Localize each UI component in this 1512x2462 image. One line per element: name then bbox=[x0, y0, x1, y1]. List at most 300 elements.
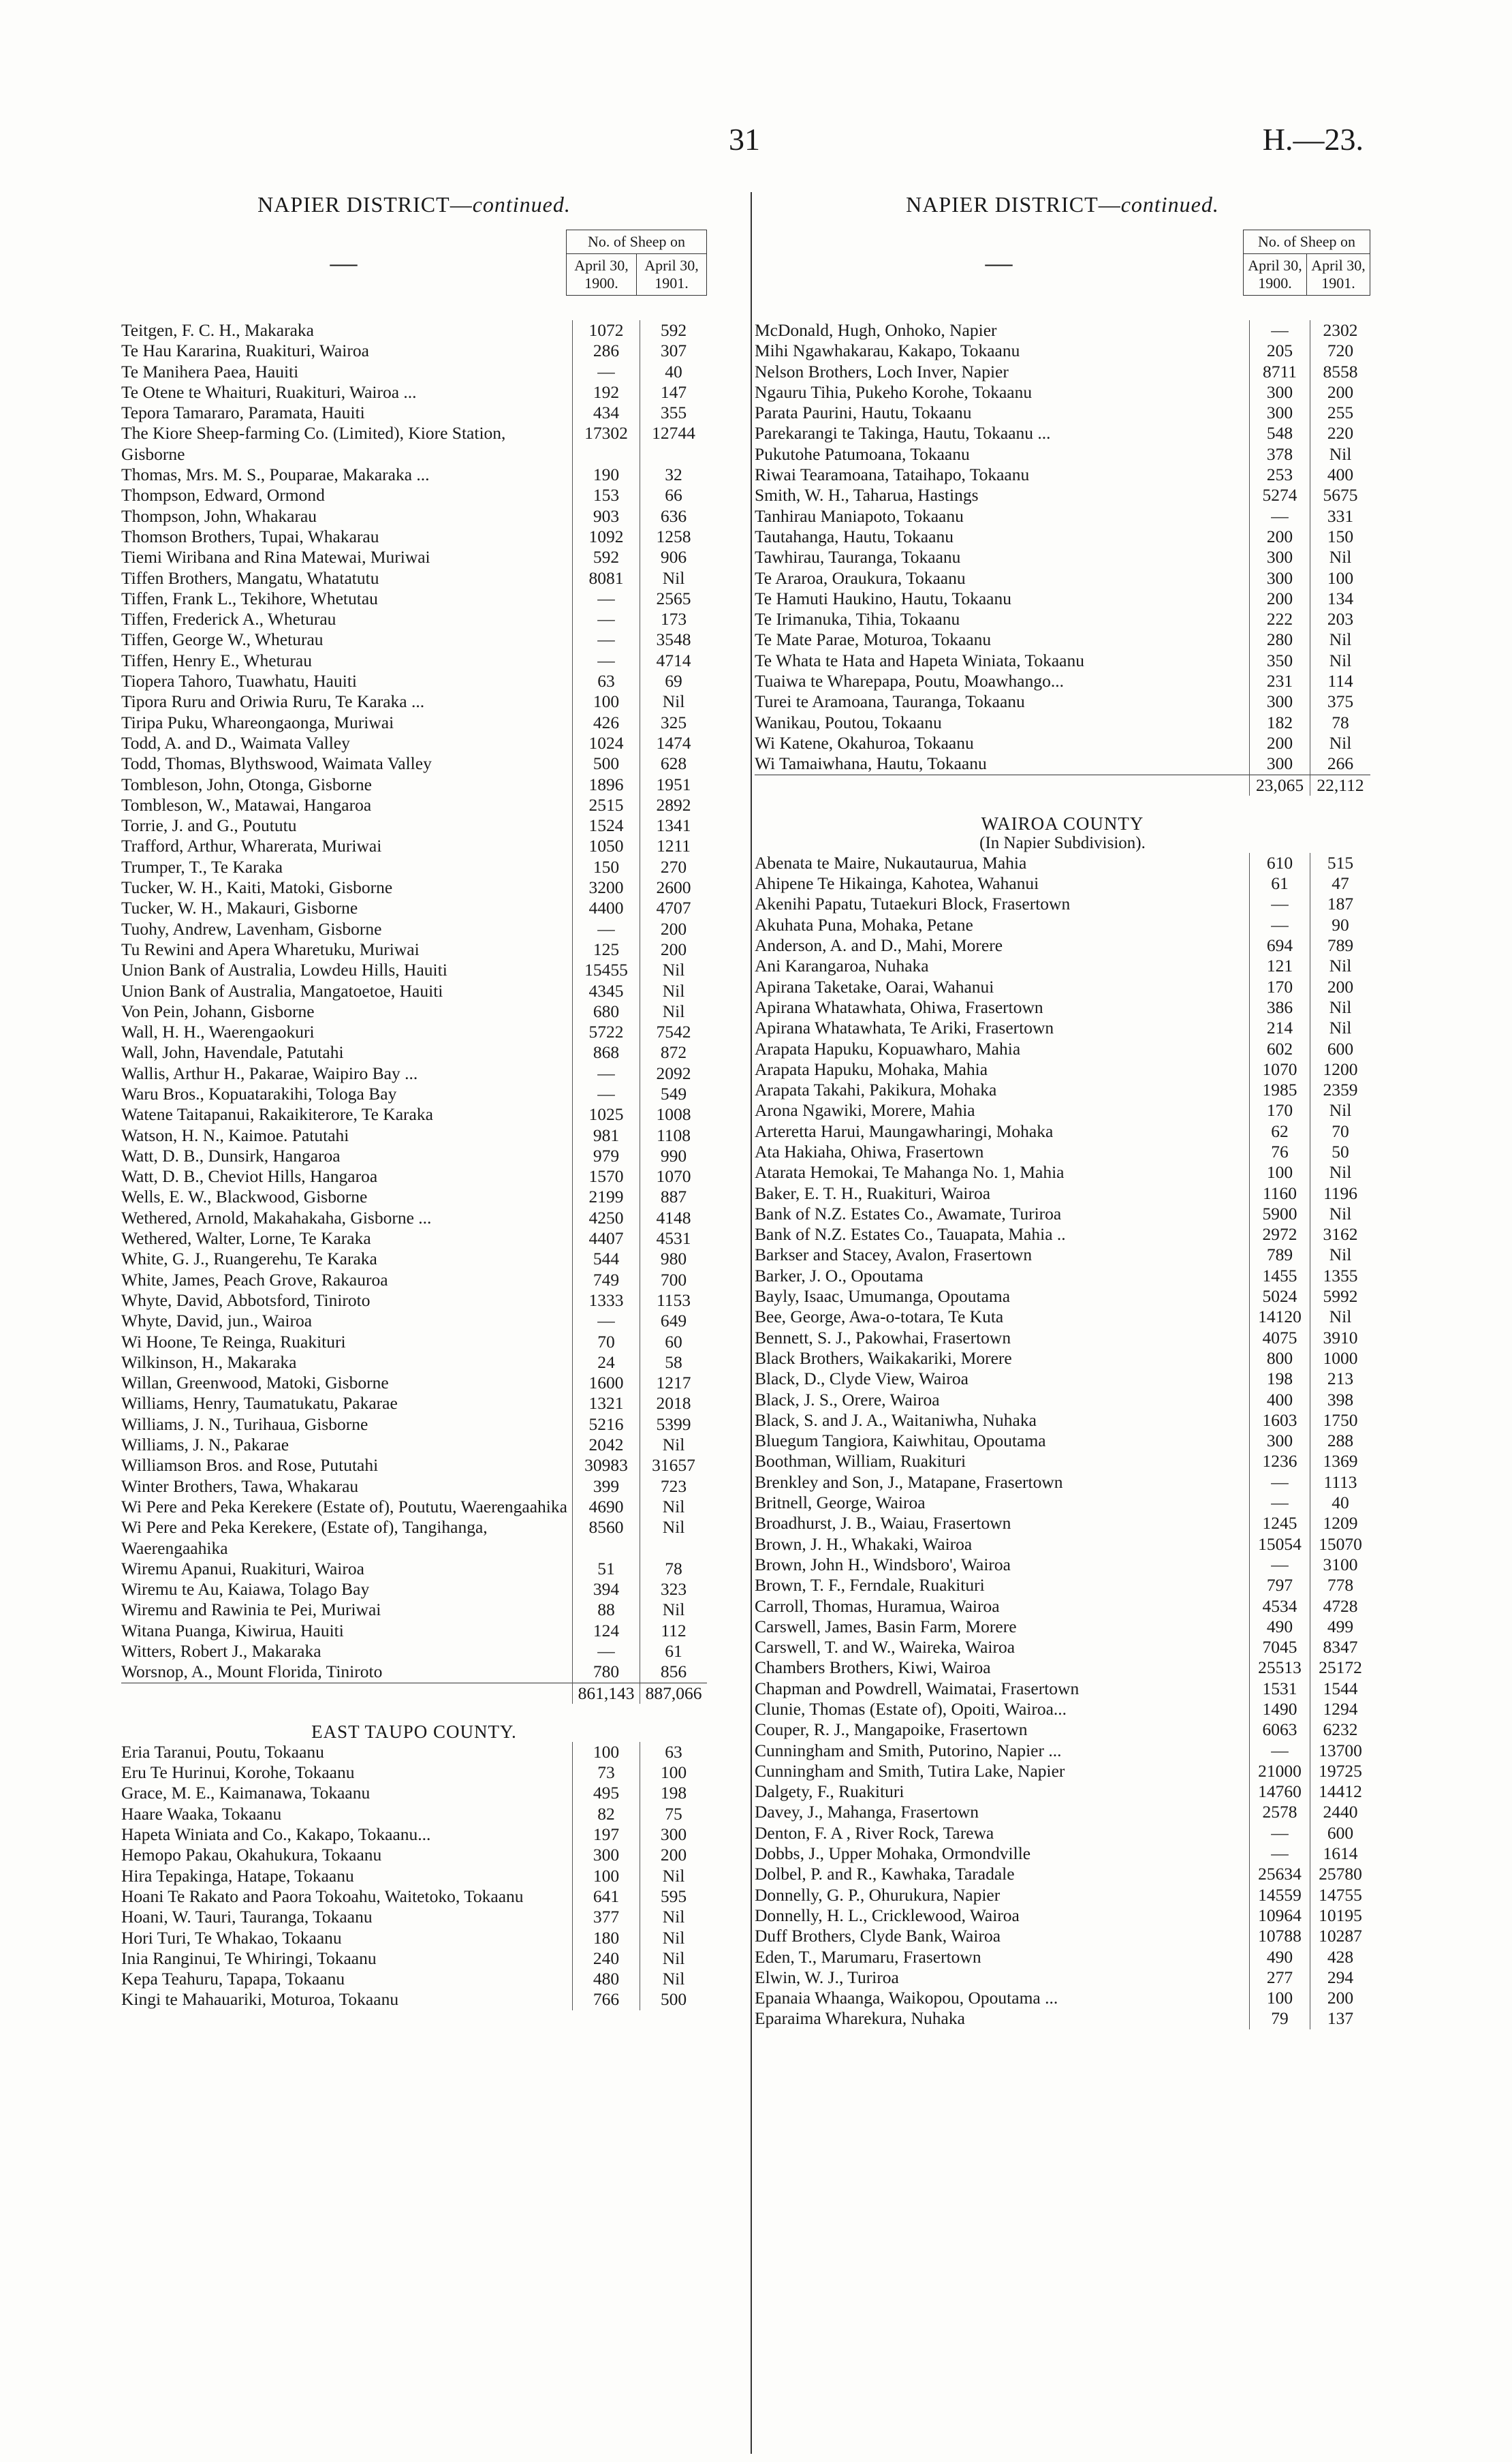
owner-name: Watt, D. B., Dunsirk, Hangaroa bbox=[121, 1145, 341, 1166]
owner-name: Mihi Ngawhakarau, Kakapo, Tokaanu bbox=[755, 341, 1020, 361]
sheep-1901: 1200 bbox=[1310, 1059, 1371, 1080]
sheep-1900: 300 bbox=[573, 1845, 640, 1865]
sheep-1900: 222 bbox=[1250, 609, 1310, 629]
sheep-1900: 500 bbox=[573, 753, 640, 774]
sheep-1900: 25513 bbox=[1250, 1657, 1310, 1678]
sheep-1901: 78 bbox=[640, 1559, 708, 1579]
owner-name: Wilkinson, H., Makaraka bbox=[121, 1352, 297, 1372]
table-row bbox=[121, 506, 707, 527]
sheep-1900: — bbox=[1250, 1555, 1310, 1575]
owner-name: Dolbel, P. and R., Kawhaka, Taradale bbox=[755, 1864, 1015, 1884]
sheep-1901: 778 bbox=[1310, 1575, 1371, 1595]
table-row bbox=[755, 1617, 1370, 1637]
owner-name: Davey, J., Mahanga, Frasertown bbox=[755, 1802, 979, 1822]
owner-name: Tiffen, Henry E., Wheturau bbox=[121, 650, 312, 670]
owner-name: Arteretta Harui, Maungawharingi, Mohaka bbox=[755, 1121, 1054, 1141]
table-row bbox=[121, 1125, 707, 1146]
table-row bbox=[121, 815, 707, 836]
owner-name: Cunningham and Smith, Tutira Lake, Napier bbox=[755, 1760, 1065, 1781]
sheep-1901: 4531 bbox=[640, 1228, 708, 1249]
sheep-1901: 7542 bbox=[640, 1022, 708, 1042]
sheep-1900: 797 bbox=[1250, 1575, 1310, 1595]
sheep-1900: 8560 bbox=[573, 1517, 640, 1559]
sheep-1900: 121 bbox=[1250, 956, 1310, 976]
sheep-1900: 386 bbox=[1250, 997, 1310, 1018]
sheep-1900: 1600 bbox=[573, 1373, 640, 1393]
sheep-1901: 58 bbox=[640, 1352, 708, 1373]
owner-name: Williams, J. N., Turihaua, Gisborne bbox=[121, 1414, 368, 1434]
table-row bbox=[121, 1641, 707, 1662]
sheep-1901: 628 bbox=[640, 753, 708, 774]
header-1901: April 30, 1901. bbox=[637, 254, 707, 296]
table-row bbox=[121, 1228, 707, 1249]
table-row bbox=[121, 609, 707, 629]
sheep-1901: 592 bbox=[640, 320, 708, 341]
sheep-1900: 100 bbox=[573, 691, 640, 712]
sheep-1901: Nil bbox=[1310, 629, 1371, 650]
owner-name: Von Pein, Johann, Gisborne bbox=[121, 1001, 315, 1021]
sheep-1901: 1153 bbox=[640, 1290, 708, 1311]
table-row bbox=[755, 465, 1370, 485]
owner-name: Brenkley and Son, J., Matapane, Frasertown bbox=[755, 1471, 1063, 1492]
table-row bbox=[755, 1988, 1370, 2008]
owner-name: Willan, Greenwood, Matoki, Gisborne bbox=[121, 1373, 389, 1393]
table-row bbox=[121, 877, 707, 898]
sheep-1901: 100 bbox=[1310, 568, 1371, 589]
table-row bbox=[121, 671, 707, 691]
sheep-1901: 25172 bbox=[1310, 1657, 1371, 1678]
owner-name: Tombleson, W., Matawai, Hangaroa bbox=[121, 794, 372, 815]
sheep-1900: 61 bbox=[1250, 873, 1310, 894]
table-row bbox=[121, 1001, 707, 1022]
sheep-1900: 1455 bbox=[1250, 1266, 1310, 1286]
sheep-1901: 2892 bbox=[640, 795, 708, 815]
owner-name: Tiffen, George W., Wheturau bbox=[121, 629, 324, 650]
sheep-1901: 3162 bbox=[1310, 1224, 1371, 1245]
table-row bbox=[121, 1783, 707, 1803]
sheep-1900: 5722 bbox=[573, 1022, 640, 1042]
sheep-1900: — bbox=[1250, 1843, 1310, 1864]
table-row bbox=[121, 1559, 707, 1579]
owner-name: Wanikau, Poutou, Tokaanu bbox=[755, 712, 942, 732]
sheep-1900: 10788 bbox=[1250, 1926, 1310, 1946]
owner-name: Parekarangi te Takinga, Hautu, Tokaanu ... bbox=[755, 423, 1051, 443]
sheep-1901: 4707 bbox=[640, 898, 708, 918]
sheep-1901: Nil bbox=[1310, 547, 1371, 567]
owner-name: Bank of N.Z. Estates Co., Tauapata, Mahia .. bbox=[755, 1224, 1066, 1245]
table-row bbox=[755, 629, 1370, 650]
sheep-1901: Nil bbox=[1310, 1162, 1371, 1183]
sheep-1900: 1072 bbox=[573, 320, 640, 341]
owner-name: Ngauru Tihia, Pukeho Korohe, Tokaanu bbox=[755, 381, 1033, 402]
owner-name: Barker, J. O., Opoutama bbox=[755, 1265, 924, 1285]
owner-name: Nelson Brothers, Loch Inver, Napier bbox=[755, 361, 1009, 381]
owner-name: Grace, M. E., Kaimanawa, Tokaanu bbox=[121, 1783, 371, 1803]
sheep-1900: 277 bbox=[1250, 1967, 1310, 1988]
subtotal-row bbox=[121, 1683, 707, 1704]
table-row bbox=[121, 403, 707, 423]
sheep-1900: — bbox=[573, 589, 640, 609]
sheep-1901: 1355 bbox=[1310, 1266, 1371, 1286]
sheep-1900: 200 bbox=[1250, 527, 1310, 547]
owner-name: Te Hau Kararina, Ruakituri, Wairoa bbox=[121, 341, 369, 361]
sheep-1901: 25780 bbox=[1310, 1864, 1371, 1884]
table-row bbox=[755, 1555, 1370, 1575]
sheep-1901: 266 bbox=[1310, 753, 1371, 775]
sheep-1900: 4345 bbox=[573, 981, 640, 1001]
table-row bbox=[121, 341, 707, 361]
sheep-1900: 4534 bbox=[1250, 1596, 1310, 1617]
sheep-1900: 1092 bbox=[573, 527, 640, 547]
table-row bbox=[755, 1575, 1370, 1595]
sheep-1901: 13700 bbox=[1310, 1741, 1371, 1761]
sheep-1901: 198 bbox=[640, 1783, 708, 1803]
table-row bbox=[121, 1579, 707, 1600]
owner-name: Black, D., Clyde View, Wairoa bbox=[755, 1369, 968, 1389]
table-row bbox=[121, 568, 707, 589]
sheep-1900: 490 bbox=[1250, 1617, 1310, 1637]
owner-name: Ahipene Te Hikainga, Kahotea, Wahanui bbox=[755, 873, 1039, 894]
sheep-1901: 2092 bbox=[640, 1063, 708, 1084]
owner-name: Apirana Taketake, Oarai, Wahanui bbox=[755, 976, 994, 997]
table-row bbox=[121, 1352, 707, 1373]
sheep-1900: 4075 bbox=[1250, 1328, 1310, 1348]
table-row bbox=[755, 915, 1370, 935]
owner-name: Hoani, W. Tauri, Tauranga, Tokaanu bbox=[121, 1907, 373, 1927]
owner-name: Wi Pere and Peka Kerekere (Estate of), Poututu, Waerengaahika bbox=[121, 1496, 567, 1516]
table-row bbox=[755, 1843, 1370, 1864]
table-row bbox=[755, 1719, 1370, 1740]
owner-name: Barkser and Stacey, Avalon, Frasertown bbox=[755, 1245, 1033, 1265]
sheep-1901: 6232 bbox=[1310, 1719, 1371, 1740]
table-row bbox=[755, 382, 1370, 403]
sheep-1901: 1341 bbox=[640, 815, 708, 836]
table-row bbox=[121, 939, 707, 960]
sheep-1900: 100 bbox=[1250, 1988, 1310, 2008]
owner-name: Wallis, Arthur H., Pakarae, Waipiro Bay ... bbox=[121, 1063, 418, 1083]
owner-name: Apirana Whatawhata, Ohiwa, Frasertown bbox=[755, 997, 1043, 1017]
sheep-1900: 4407 bbox=[573, 1228, 640, 1249]
owner-name: Worsnop, A., Mount Florida, Tiniroto bbox=[121, 1662, 383, 1682]
sheep-1901: 200 bbox=[640, 1845, 708, 1865]
sheep-1901: Nil bbox=[640, 981, 708, 1001]
table-row bbox=[121, 981, 707, 1001]
owner-name: Tu Rewini and Apera Wharetuku, Muriwai bbox=[121, 939, 420, 959]
table-row bbox=[755, 1162, 1370, 1183]
table-row bbox=[755, 1245, 1370, 1265]
sheep-1900: 1236 bbox=[1250, 1451, 1310, 1471]
sheep-1901: Nil bbox=[1310, 1307, 1371, 1327]
table-row bbox=[121, 1455, 707, 1476]
owner-name: Brown, T. F., Ferndale, Ruakituri bbox=[755, 1575, 985, 1595]
table-row bbox=[755, 1204, 1370, 1224]
sheep-1901: 200 bbox=[640, 919, 708, 939]
sheep-1900: — bbox=[573, 609, 640, 629]
table-row bbox=[755, 506, 1370, 527]
sheep-1900: 25634 bbox=[1250, 1864, 1310, 1884]
sheep-1900: 10964 bbox=[1250, 1905, 1310, 1926]
owner-name: Whyte, David, Abbotsford, Tiniroto bbox=[121, 1290, 371, 1310]
table-row bbox=[755, 527, 1370, 547]
sheep-1900: 495 bbox=[573, 1783, 640, 1803]
sheep-1900: 62 bbox=[1250, 1121, 1310, 1142]
table-row bbox=[755, 1823, 1370, 1843]
sheep-1900: 4250 bbox=[573, 1208, 640, 1228]
table-row bbox=[755, 1741, 1370, 1761]
sheep-1901: 100 bbox=[640, 1762, 708, 1783]
sheep-1901: 270 bbox=[640, 857, 708, 877]
sheep-1901: 1209 bbox=[1310, 1513, 1371, 1533]
owner-name: Akenihi Papatu, Tutaekuri Block, Frasertown bbox=[755, 894, 1071, 914]
sheep-1901: 1474 bbox=[640, 733, 708, 753]
sheep-1901: Nil bbox=[1310, 1245, 1371, 1265]
sheep-1901: Nil bbox=[640, 1497, 708, 1517]
sheep-1900: 868 bbox=[573, 1042, 640, 1063]
sheep-1901: 8558 bbox=[1310, 362, 1371, 382]
page-number: 31 bbox=[729, 122, 760, 157]
sheep-1900: — bbox=[573, 362, 640, 382]
sheep-1900: 5024 bbox=[1250, 1286, 1310, 1307]
sheep-1900: 170 bbox=[1250, 1100, 1310, 1121]
sheep-1901: 63 bbox=[640, 1742, 708, 1762]
subtotal-1900: 861,143 bbox=[573, 1683, 640, 1704]
sheep-1900: 170 bbox=[1250, 977, 1310, 997]
sheep-1901: 10195 bbox=[1310, 1905, 1371, 1926]
table-row bbox=[121, 485, 707, 505]
owner-name: Carswell, James, Basin Farm, Morere bbox=[755, 1616, 1017, 1636]
table-row bbox=[121, 836, 707, 856]
table-row bbox=[121, 795, 707, 815]
owner-name: Thomas, Mrs. M. S., Pouparae, Makaraka ... bbox=[121, 465, 430, 485]
sheep-1900: 6063 bbox=[1250, 1719, 1310, 1740]
owner-name: Williams, Henry, Taumatukatu, Pakarae bbox=[121, 1393, 398, 1414]
sheep-1900: 14760 bbox=[1250, 1781, 1310, 1802]
sheep-1901: 331 bbox=[1310, 506, 1371, 527]
table-row bbox=[121, 713, 707, 733]
owner-name: Tuaiwa te Wharepapa, Poutu, Moawhango... bbox=[755, 671, 1064, 691]
sheep-1901: 1108 bbox=[640, 1125, 708, 1146]
sheep-1901: 549 bbox=[640, 1084, 708, 1104]
sheep-1901: Nil bbox=[640, 960, 708, 980]
sheep-1901: 150 bbox=[1310, 527, 1371, 547]
owner-name: Eden, T., Marumaru, Frasertown bbox=[755, 1946, 981, 1967]
table-row bbox=[121, 465, 707, 485]
sheep-1900: 680 bbox=[573, 1001, 640, 1022]
sheep-1901: 40 bbox=[640, 362, 708, 382]
sheep-1901: 10287 bbox=[1310, 1926, 1371, 1946]
sheep-1901: 723 bbox=[640, 1476, 708, 1497]
sheep-1901: Nil bbox=[1310, 444, 1371, 465]
sheep-1901: 47 bbox=[1310, 873, 1371, 894]
header-blank: — bbox=[121, 230, 567, 296]
table-row bbox=[121, 1600, 707, 1620]
owner-name: Wi Tamaiwhana, Hautu, Tokaanu bbox=[755, 753, 987, 774]
table-row bbox=[755, 1121, 1370, 1142]
owner-name: Epanaia Whaanga, Waikopou, Opoutama ... bbox=[755, 1988, 1058, 2008]
table-row bbox=[755, 1947, 1370, 1967]
owner-name: Winter Brothers, Tawa, Whakarau bbox=[121, 1476, 359, 1496]
sheep-1901: 3100 bbox=[1310, 1555, 1371, 1575]
owner-name: Hemopo Pakau, Okahukura, Tokaanu bbox=[121, 1845, 382, 1865]
table-row bbox=[121, 1435, 707, 1455]
table-row bbox=[121, 1845, 707, 1865]
sheep-1900: 1570 bbox=[573, 1166, 640, 1187]
owner-name: Parata Paurini, Hautu, Tokaanu bbox=[755, 403, 972, 423]
sheep-1900: 205 bbox=[1250, 341, 1310, 361]
sheep-1901: 990 bbox=[640, 1146, 708, 1166]
sheep-1901: 500 bbox=[640, 1989, 708, 2010]
sheep-1900: 300 bbox=[1250, 691, 1310, 712]
table-row bbox=[755, 1410, 1370, 1431]
sheep-1900: 5216 bbox=[573, 1414, 640, 1435]
table-row bbox=[121, 898, 707, 918]
owner-name: Dobbs, J., Upper Mohaka, Ormondville bbox=[755, 1843, 1031, 1864]
owner-name: Torrie, J. and G., Poututu bbox=[121, 815, 297, 836]
sheep-1900: 4400 bbox=[573, 898, 640, 918]
sheep-1900: 192 bbox=[573, 382, 640, 403]
sheep-1900: 76 bbox=[1250, 1142, 1310, 1162]
sheep-1901: Nil bbox=[1310, 733, 1371, 753]
owner-name: Arona Ngawiki, Morere, Mahia bbox=[755, 1100, 975, 1121]
owner-name: Waru Bros., Kopuatarakihi, Tologa Bay bbox=[121, 1083, 397, 1104]
sheep-1901: Nil bbox=[640, 1907, 708, 1927]
sheep-1901: 31657 bbox=[640, 1455, 708, 1476]
sheep-1900: 548 bbox=[1250, 423, 1310, 443]
section-subtitle-wairoa: (In Napier Subdivision). bbox=[979, 833, 1146, 852]
table-row bbox=[755, 1864, 1370, 1884]
owner-name: Black, J. S., Orere, Wairoa bbox=[755, 1389, 940, 1409]
owner-name: Te Araroa, Oraukura, Tokaanu bbox=[755, 567, 966, 588]
table-row bbox=[755, 1080, 1370, 1100]
sheep-1900: 1160 bbox=[1250, 1183, 1310, 1204]
table-row bbox=[755, 935, 1370, 956]
owner-name: Thompson, John, Whakarau bbox=[121, 505, 317, 526]
sheep-1900: 124 bbox=[573, 1621, 640, 1641]
owner-name: Clunie, Thomas (Estate of), Opoiti, Wairoa... bbox=[755, 1699, 1067, 1719]
sheep-1900: 350 bbox=[1250, 651, 1310, 671]
right-column bbox=[755, 192, 1370, 2029]
subtotal-1901: 887,066 bbox=[640, 1683, 708, 1704]
sheep-1900: 5274 bbox=[1250, 485, 1310, 505]
table-row bbox=[755, 651, 1370, 671]
sheep-1901: 78 bbox=[1310, 713, 1371, 733]
sheep-1901: 3548 bbox=[640, 629, 708, 650]
owner-name: Carroll, Thomas, Huramua, Wairoa bbox=[755, 1595, 1000, 1616]
sheep-1900: 1603 bbox=[1250, 1410, 1310, 1431]
table-row bbox=[121, 1866, 707, 1886]
owner-name: Tanhirau Maniapoto, Tokaanu bbox=[755, 505, 964, 526]
owner-name: Te Mate Parae, Moturoa, Tokaanu bbox=[755, 629, 992, 650]
sheep-1900: 180 bbox=[573, 1928, 640, 1948]
owner-name: Eparaima Wharekura, Nuhaka bbox=[755, 2008, 965, 2029]
sheep-1900: 641 bbox=[573, 1886, 640, 1907]
owner-name: Whyte, David, jun., Wairoa bbox=[121, 1311, 313, 1331]
owner-name: Williamson Bros. and Rose, Pututahi bbox=[121, 1455, 379, 1476]
sheep-1901: 2600 bbox=[640, 877, 708, 898]
table-row bbox=[121, 733, 707, 753]
owner-name: Wi Pere and Peka Kerekere, (Estate of), Tangihanga, Waerengaahika bbox=[121, 1517, 488, 1558]
sheep-1900: 400 bbox=[1250, 1390, 1310, 1410]
owner-name: Hira Tepakinga, Hatape, Tokaanu bbox=[121, 1865, 354, 1886]
sheep-1901: 980 bbox=[640, 1249, 708, 1269]
sheep-1900: — bbox=[573, 1311, 640, 1331]
table-row bbox=[755, 1183, 1370, 1204]
sheep-1901: 69 bbox=[640, 671, 708, 691]
owner-name: Duff Brothers, Clyde Bank, Wairoa bbox=[755, 1926, 1001, 1946]
table-row bbox=[121, 1662, 707, 1683]
sheep-1900: 766 bbox=[573, 1989, 640, 2010]
owner-name: Te Whata te Hata and Hapeta Winiata, Tokaanu bbox=[755, 650, 1084, 670]
sheep-1900: 15455 bbox=[573, 960, 640, 980]
owner-name: Tombleson, John, Otonga, Gisborne bbox=[121, 774, 372, 794]
sheep-1900: 63 bbox=[573, 671, 640, 691]
owner-name: Turei te Aramoana, Tauranga, Tokaanu bbox=[755, 691, 1025, 712]
sheep-1901: Nil bbox=[1310, 1204, 1371, 1224]
sheep-1900: — bbox=[1250, 1823, 1310, 1843]
sheep-1901: 70 bbox=[1310, 1121, 1371, 1142]
table-row bbox=[755, 853, 1370, 873]
table-row bbox=[121, 1742, 707, 1762]
sheep-1900: 749 bbox=[573, 1270, 640, 1290]
sheep-1901: 5399 bbox=[640, 1414, 708, 1435]
sheep-1901: 112 bbox=[640, 1621, 708, 1641]
sheep-1900: — bbox=[573, 1063, 640, 1084]
sheep-1901: 187 bbox=[1310, 894, 1371, 914]
sheep-1901: 60 bbox=[640, 1332, 708, 1352]
table-row bbox=[121, 1104, 707, 1125]
sheep-1901: 1008 bbox=[640, 1104, 708, 1125]
sheep-1900: 150 bbox=[573, 857, 640, 877]
owner-name: Tucker, W. H., Kaiti, Matoki, Gisborne bbox=[121, 877, 393, 898]
sheep-1901: 398 bbox=[1310, 1390, 1371, 1410]
table-row bbox=[121, 1621, 707, 1641]
sheep-1900: — bbox=[573, 651, 640, 671]
owner-name: Ani Karangaroa, Nuhaka bbox=[755, 956, 929, 976]
sheep-1901: 872 bbox=[640, 1042, 708, 1063]
table-row bbox=[755, 733, 1370, 753]
table-row bbox=[755, 1039, 1370, 1059]
owner-name: Riwai Tearamoana, Tataihapo, Tokaanu bbox=[755, 465, 1030, 485]
table-row bbox=[121, 1414, 707, 1435]
sheep-1900: 82 bbox=[573, 1804, 640, 1824]
sheep-1900: 8081 bbox=[573, 568, 640, 589]
table-row bbox=[121, 919, 707, 939]
owner-name: Wethered, Arnold, Makahakaha, Gisborne ... bbox=[121, 1207, 432, 1228]
left-column bbox=[121, 192, 707, 2010]
sheep-1901: 375 bbox=[1310, 691, 1371, 712]
sheep-1901: Nil bbox=[640, 1517, 708, 1559]
header-blank: — bbox=[755, 230, 1244, 296]
sheep-1900: 30983 bbox=[573, 1455, 640, 1476]
sheep-1901: 323 bbox=[640, 1579, 708, 1600]
table-row bbox=[755, 1431, 1370, 1451]
table-row bbox=[121, 857, 707, 877]
owner-name: Tiffen Brothers, Mangatu, Whatatutu bbox=[121, 567, 379, 588]
sheep-1901: 147 bbox=[640, 382, 708, 403]
owner-name: Witana Puanga, Kiwirua, Hauiti bbox=[121, 1620, 344, 1640]
owner-name: Watt, D. B., Cheviot Hills, Hangaroa bbox=[121, 1166, 378, 1187]
sheep-1901: 325 bbox=[640, 713, 708, 733]
table-row bbox=[121, 1332, 707, 1352]
owner-name: Chambers Brothers, Kiwi, Wairoa bbox=[755, 1657, 991, 1678]
sheep-1900: 592 bbox=[573, 547, 640, 567]
owner-name: Te Irimanuka, Tihia, Tokaanu bbox=[755, 609, 960, 629]
column-header bbox=[121, 230, 707, 296]
subtotal-1900: 23,065 bbox=[1250, 775, 1310, 796]
table-row bbox=[121, 589, 707, 609]
table-row bbox=[121, 1762, 707, 1783]
owner-name: White, G. J., Ruangerehu, Te Karaka bbox=[121, 1249, 377, 1269]
